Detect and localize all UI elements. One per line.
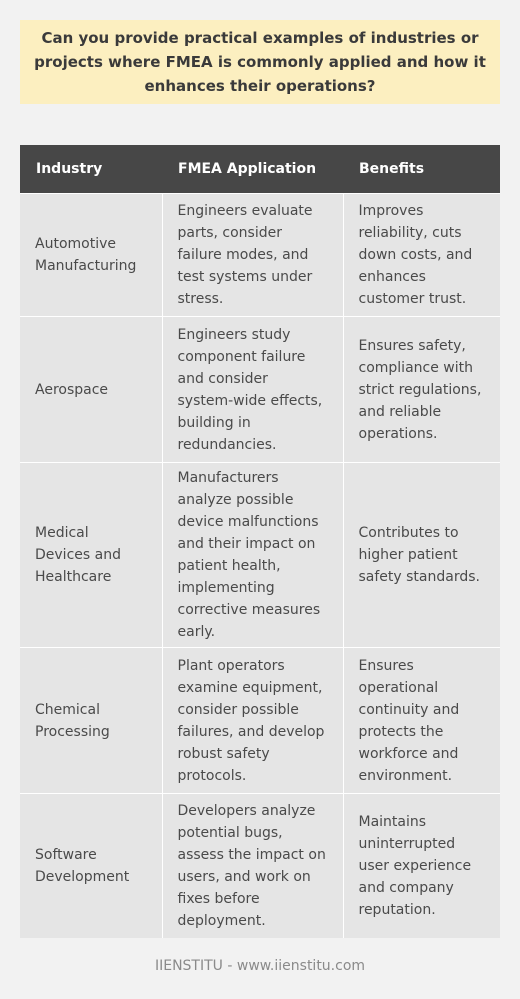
application-cell: Developers analyze potential bugs, assess the impact on users, and work on fixes before deployment. — [162, 794, 343, 939]
table-row — [20, 794, 500, 939]
table-row — [20, 194, 500, 317]
industry-cell: Medical Devices and Healthcare — [20, 463, 162, 648]
table-header-row — [20, 145, 500, 194]
footer-credit: IIENSTITU - www.iienstitu.com — [154, 958, 366, 974]
benefits-cell: Contributes to higher patient safety standards. — [343, 463, 500, 648]
application-cell: Plant operators examine equipment, consider possible failures, and develop robust safety protocols. — [162, 648, 343, 794]
header-fmea-application: FMEA Application — [162, 145, 343, 194]
header-benefits: Benefits — [343, 145, 500, 194]
application-cell: Engineers evaluate parts, consider failure modes, and test systems under stress. — [162, 194, 343, 317]
question-banner — [20, 20, 500, 104]
benefits-cell: Ensures operational continuity and protects the workforce and environment. — [343, 648, 500, 794]
table-row — [20, 317, 500, 463]
industry-cell: Software Development — [20, 794, 162, 939]
question-text: Can you provide practical examples of industries or projects where FMEA is commonly applied and how it enhances their operations? — [34, 29, 486, 95]
benefits-cell: Maintains uninterrupted user experience and company reputation. — [343, 794, 500, 939]
industry-cell: Chemical Processing — [20, 648, 162, 794]
industry-cell: Automotive Manufacturing — [20, 194, 162, 317]
benefits-cell: Improves reliability, cuts down costs, and enhances customer trust. — [343, 194, 500, 317]
fmea-table — [20, 145, 500, 938]
header-industry: Industry — [20, 145, 162, 194]
industry-cell: Aerospace — [20, 317, 162, 463]
table-row — [20, 648, 500, 794]
benefits-cell: Ensures safety, compliance with strict regulations, and reliable operations. — [343, 317, 500, 463]
table-row — [20, 463, 500, 648]
application-cell: Engineers study component failure and consider system-wide effects, building in redundancies. — [162, 317, 343, 463]
application-cell: Manufacturers analyze possible device malfunctions and their impact on patient health, implementing corrective measures early. — [162, 463, 343, 648]
